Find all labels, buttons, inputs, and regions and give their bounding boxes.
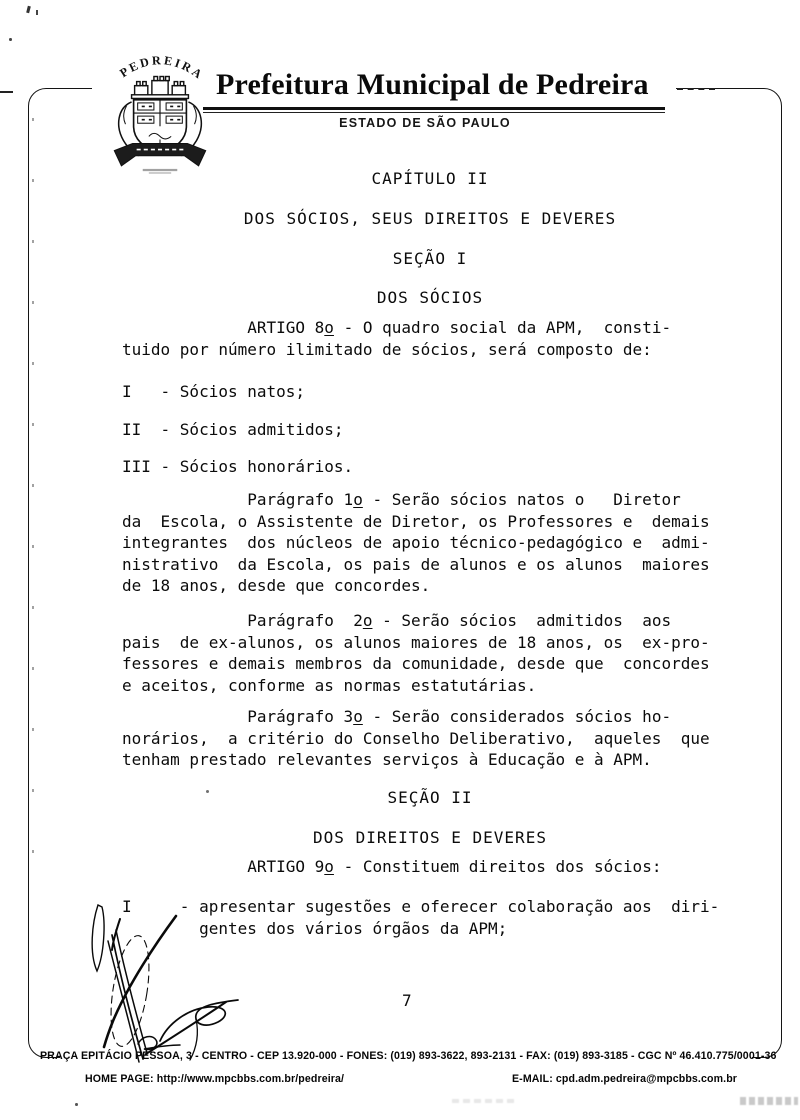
scan-artifact-topleft-1: [26, 6, 31, 14]
scan-artifact-smudge-right: [740, 1097, 798, 1105]
signature-icon: [68, 883, 258, 1083]
article9-ordinal: o: [324, 857, 334, 876]
paragraph1-block: [122, 489, 738, 597]
scan-artifact-dot: [9, 38, 12, 41]
paragraph3-text: - Serão considerados sócios ho-: [362, 707, 672, 726]
paragraph2-block: [122, 610, 738, 696]
chapter-heading: CAPÍTULO II: [371, 169, 489, 188]
paragraph1-line4: nistrativo da Escola, os pais de alunos e os alunos maiores: [122, 554, 710, 574]
paragraph2-line4: e aceitos, conforme as normas estatutárias.: [122, 675, 537, 695]
section1-heading: SEÇÃO I: [392, 249, 468, 268]
paragraph1-ordinal: o: [353, 490, 363, 509]
handwritten-signature: [68, 883, 258, 1083]
paragraph2-line2: pais de ex-alunos, os alunos maiores de 18 anos, os ex-pro-: [122, 632, 710, 652]
paragraph3-line2: norários, a critério do Conselho Deliberativo, aqueles que: [122, 728, 710, 748]
article8-text-line2: tuido por número ilimitado de sócios, será composto de:: [122, 339, 652, 359]
paragraph1-line3: integrantes dos núcleos de apoio técnico-pedagógico e admi-: [122, 533, 710, 553]
article9-text: - Constituem direitos dos sócios:: [333, 857, 662, 876]
article9-item1-line2: gentes dos vários órgãos da APM;: [122, 918, 508, 938]
article9-paragraph: [122, 856, 738, 878]
paragraph2-line3: fessores e demais membros da comunidade, desde que concordes: [122, 654, 710, 674]
list-item-socios-admitidos: II - Sócios admitidos;: [122, 420, 344, 439]
section1-subject-heading: DOS SÓCIOS: [376, 288, 484, 307]
paragraph2-text: - Serão sócios admitidos aos: [372, 611, 672, 630]
paragraph1-line2: da Escola, o Assistente de Diretor, os Professores e demais: [122, 511, 710, 531]
letterhead-title: Prefeitura Municipal de Pedreira: [216, 68, 649, 101]
page-number: 7: [402, 991, 412, 1010]
scan-artifact-topleft-2: [36, 10, 38, 15]
list-item-socios-natos: I - Sócios natos;: [122, 382, 306, 401]
paragraph3-block: [122, 706, 738, 771]
paragraph1-text: - Serão sócios natos o Diretor: [362, 490, 681, 509]
chapter-subject-heading: DOS SÓCIOS, SEUS DIREITOS E DEVERES: [243, 209, 617, 228]
paragraph2-label: Parágrafo 2: [122, 611, 363, 630]
crest-arc-text: PEDREIRA: [117, 53, 207, 83]
coat-of-arms-icon: [104, 43, 216, 175]
paragraph3-ordinal: o: [353, 707, 363, 726]
article9-item1-line1: I - apresentar sugestões e oferecer colaboração aos diri-: [122, 897, 720, 916]
scan-artifact-right-dashes: [677, 88, 715, 90]
article8-text: - O quadro social da APM, consti-: [333, 318, 672, 337]
footer-homepage: HOME PAGE: http://www.mpcbbs.com.br/pedreira/: [85, 1073, 345, 1085]
title-rule-thick: [203, 107, 665, 110]
title-rule-thin: [203, 112, 665, 113]
scan-artifact-dot-2: [206, 790, 209, 793]
letterhead-subtitle: ESTADO DE SÃO PAULO: [339, 116, 511, 130]
section2-subject-heading: DOS DIREITOS E DEVERES: [313, 828, 547, 847]
section2-heading: SEÇÃO II: [387, 788, 473, 807]
coat-of-arms: [104, 43, 216, 175]
article9-label: ARTIGO 9: [122, 857, 325, 876]
footer-email: E-MAIL: cpd.adm.pedreira@mpcbbs.com.br: [512, 1073, 738, 1085]
paragraph3-line3: tenham prestado relevantes serviços à Educação e à APM.: [122, 750, 652, 770]
paragraph2-ordinal: o: [362, 611, 373, 630]
article8-paragraph: [122, 317, 738, 360]
paragraph3-label: Parágrafo 3: [122, 707, 354, 726]
scan-artifact-smudge-center: [452, 1099, 514, 1103]
paragraph1-line5: de 18 anos, desde que concordes.: [122, 576, 431, 596]
list-item-socios-honorarios: III - Sócios honorários.: [122, 457, 354, 476]
scan-artifact-dot-3: [75, 1103, 78, 1106]
article8-label: ARTIGO 8: [122, 318, 325, 337]
paragraph1-label: Parágrafo 1: [122, 490, 354, 509]
article8-ordinal: o: [324, 318, 334, 337]
scan-artifact-margin-dots: [32, 118, 34, 910]
scan-artifact-left-dash: [0, 91, 13, 93]
footer-address: PRAÇA EPITÁCIO PESSOA, 3 - CENTRO - CEP 13.920-000 - FONES: (019) 893-3622, 893-2131 - FAX: (019) 893-3185 - CGC Nº 46.410.775/0001-36: [40, 1050, 777, 1062]
